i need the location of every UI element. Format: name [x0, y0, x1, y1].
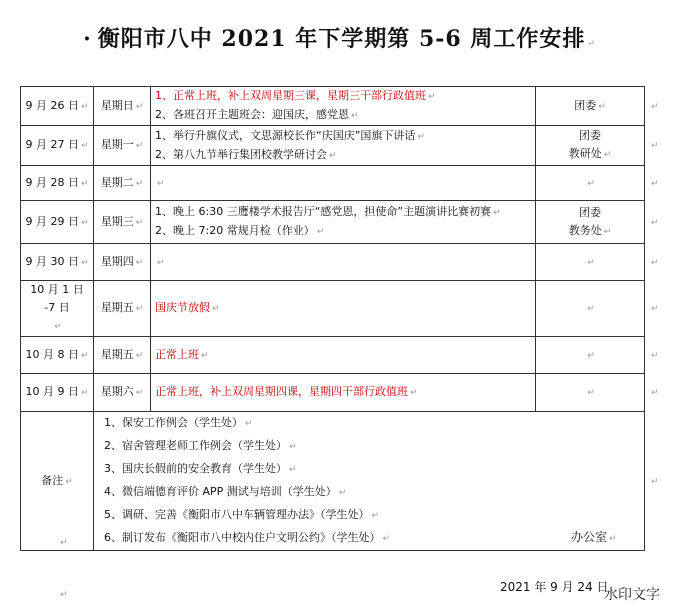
table-row	[21, 87, 664, 126]
table-row	[21, 201, 664, 244]
weekday-cell	[94, 281, 151, 337]
weekday-cell	[94, 337, 151, 374]
paragraph-mark-icon: ↵	[382, 534, 391, 544]
date-text: 10 月 1 日	[30, 283, 84, 296]
date-text: 9 月 30 日	[25, 254, 79, 268]
content-line	[155, 346, 531, 365]
table-row	[21, 337, 664, 374]
page-title	[0, 22, 679, 53]
row-end-mark	[645, 281, 664, 337]
paragraph-mark-icon: ↵	[338, 488, 347, 498]
row-end-mark	[645, 374, 664, 412]
paragraph-mark-icon: ↵	[587, 178, 595, 189]
paragraph-mark-icon: ↵	[60, 590, 68, 600]
weekday-text: 星期五	[100, 301, 134, 314]
date-text: -7 日	[44, 301, 70, 314]
department-cell	[536, 337, 645, 374]
table-row	[21, 374, 664, 412]
paragraph-mark-icon: ↵	[371, 511, 380, 521]
table-row	[21, 244, 664, 281]
paragraph-mark-icon: ↵	[289, 442, 297, 452]
date-cell	[21, 337, 94, 374]
schedule-body	[21, 87, 664, 551]
notes-text: 2、宿舍管理老师工作例会（学生处）	[104, 439, 287, 452]
paragraph-mark-icon: ↵	[135, 178, 144, 189]
date-text: 9 月 28 日	[25, 175, 79, 189]
date-text: 10 月 9 日	[25, 385, 79, 398]
row-end-mark	[645, 166, 664, 201]
paragraph-mark-icon: ↵	[651, 257, 659, 268]
paragraph-mark-icon: ↵	[603, 150, 612, 160]
paragraph-mark-icon: ↵	[289, 465, 297, 475]
paragraph-mark-icon: ↵	[651, 217, 659, 228]
date-cell	[21, 87, 94, 126]
notes-line	[104, 504, 640, 527]
paragraph-mark-icon: ↵	[651, 178, 659, 189]
row-end-mark	[645, 201, 664, 244]
notes-content-cell	[94, 412, 645, 551]
department-cell	[536, 126, 645, 166]
paragraph-mark-icon: ↵	[587, 304, 595, 314]
paragraph-mark-icon: ↵	[60, 538, 68, 548]
paragraph-mark-icon: ↵	[316, 227, 325, 237]
paragraph-mark-icon: ↵	[587, 388, 595, 398]
paragraph-mark-icon: ↵	[603, 226, 612, 237]
paragraph-mark-icon: ↵	[80, 388, 89, 398]
row-end-mark	[645, 126, 664, 166]
weekday-text: 星期六	[100, 385, 134, 398]
department-line	[540, 222, 640, 241]
title-text: 衡阳市八中 2021 年下学期第 5-6 周工作安排	[97, 26, 586, 52]
title-bullet: ·	[83, 26, 92, 52]
weekday-cell	[94, 374, 151, 412]
content-line	[155, 127, 531, 146]
paragraph-mark-icon: ↵	[351, 111, 359, 121]
paragraph-mark-icon: ↵	[135, 304, 144, 314]
department-line	[540, 145, 640, 164]
weekday-text: 星期二	[100, 175, 134, 189]
weekday-cell	[94, 166, 151, 201]
paragraph-mark-icon: ↵	[587, 257, 595, 268]
paragraph-mark-icon: ↵	[80, 257, 89, 268]
department-text: 教研处	[568, 147, 602, 160]
department-cell	[536, 201, 645, 244]
date-cell	[21, 126, 94, 166]
notes-label: 备注	[41, 473, 64, 487]
weekday-text: 星期四	[100, 254, 134, 268]
weekday-text: 星期三	[100, 214, 134, 228]
department-cell	[536, 374, 645, 412]
date-text: 9 月 26 日	[25, 98, 79, 112]
weekday-text: 星期一	[100, 138, 134, 151]
department-line	[540, 204, 640, 222]
table-row	[21, 281, 664, 337]
paragraph-mark-icon: ↵	[651, 476, 659, 487]
content-cell	[151, 126, 536, 166]
row-end-mark	[645, 337, 664, 374]
department-text: 团委	[579, 129, 601, 142]
content-line	[155, 106, 531, 125]
paragraph-mark-icon: ↵	[135, 388, 144, 398]
paragraph-mark-icon: ↵	[587, 350, 595, 361]
row-end-mark	[645, 244, 664, 281]
notes-text: 6、制订发布《衡阳市八中校内住户文明公约》（学生处）	[104, 531, 381, 544]
paragraph-mark-icon: ↵	[135, 257, 144, 268]
signature-date	[500, 578, 609, 595]
paragraph-mark-icon: ↵	[428, 92, 436, 102]
date-text: 9 月 27 日	[25, 138, 79, 151]
paragraph-mark-icon: ↵	[329, 150, 337, 161]
paragraph-mark-icon: ↵	[493, 208, 501, 218]
content-line	[155, 146, 531, 165]
office-name: 办公室	[571, 530, 608, 544]
paragraph-mark-icon: ↵	[651, 388, 659, 398]
paragraph-mark-icon: ↵	[598, 101, 606, 112]
paragraph-mark-icon: ↵	[245, 419, 253, 429]
content-cell	[151, 166, 536, 201]
paragraph-mark-icon: ↵	[651, 350, 659, 361]
date-cell	[21, 244, 94, 281]
paragraph-mark-icon: ↵	[135, 141, 144, 151]
department-line	[540, 97, 640, 116]
content-text: 1、晚上 6:30 三鹰楼学术报告厅“感党恩，担使命”主题演讲比赛初赛	[155, 205, 492, 218]
department-cell	[536, 281, 645, 337]
paragraph-mark-icon: ↵	[587, 39, 596, 49]
notes-text: 5、调研、完善《衡阳市八中车辆管理办法》（学生处）	[104, 508, 370, 521]
notes-text: 4、微信端德育评价 APP 测试与培训（学生处）	[104, 485, 337, 498]
date-cell	[21, 166, 94, 201]
department-cell	[536, 87, 645, 126]
paragraph-mark-icon: ↵	[157, 257, 165, 268]
department-text: 团委	[574, 98, 597, 112]
notes-text: 1、保安工作例会（学生处）	[104, 416, 243, 429]
paragraph-mark-icon: ↵	[80, 141, 89, 151]
date-cell	[21, 201, 94, 244]
weekday-cell	[94, 87, 151, 126]
notes-line	[104, 527, 640, 550]
paragraph-mark-icon: ↵	[651, 101, 659, 112]
paragraph-mark-icon: ↵	[135, 217, 144, 228]
department-line	[540, 127, 640, 145]
content-text: 1、举行升旗仪式，文思源校长作“庆国庆”国旗下讲话	[155, 128, 416, 142]
notes-text: 3、国庆长假前的安全教育（学生处）	[104, 462, 287, 475]
notes-line	[104, 412, 640, 435]
paragraph-mark-icon: ↵	[65, 476, 73, 487]
date-cell	[21, 281, 94, 337]
content-text: 国庆节放假	[155, 301, 210, 314]
row-end-mark	[645, 412, 664, 551]
office-signature	[571, 528, 617, 545]
notes-line	[104, 481, 640, 504]
paragraph-mark-icon: ↵	[212, 304, 220, 314]
paragraph-mark-icon: ↵	[80, 350, 89, 361]
content-text: 2、晚上 7:20 常规月检（作业）	[155, 224, 315, 237]
weekday-text: 星期五	[100, 347, 134, 361]
watermark-text: 水印文字	[604, 587, 660, 603]
content-cell	[151, 244, 536, 281]
date-cell	[21, 374, 94, 412]
content-text: 1、正常上班，补上双周星期三课，星期三干部行政值班	[155, 89, 426, 102]
content-line	[155, 203, 531, 222]
paragraph-mark-icon: ↵	[80, 178, 89, 189]
content-cell	[151, 374, 536, 412]
paragraph-mark-icon: ↵	[417, 131, 425, 142]
content-cell	[151, 337, 536, 374]
paragraph-mark-icon: ↵	[157, 178, 165, 189]
content-line	[155, 383, 531, 402]
content-text: 正常上班	[155, 347, 199, 361]
signature-date-text: 2021 年 9 月 24 日	[500, 580, 609, 594]
content-text: 2、各班召开主题班会：迎国庆，感党恩	[155, 108, 349, 121]
table-row	[21, 166, 664, 201]
paragraph-mark-icon: ↵	[410, 388, 418, 398]
date-text: 9 月 29 日	[25, 214, 79, 228]
content-cell	[151, 201, 536, 244]
notes-row	[21, 412, 664, 551]
row-end-mark	[645, 87, 664, 126]
weekday-text: 星期日	[100, 98, 134, 112]
department-cell	[536, 166, 645, 201]
schedule-table	[20, 86, 664, 551]
content-line	[155, 299, 531, 318]
notes-line	[104, 458, 640, 481]
content-cell	[151, 87, 536, 126]
department-text: 教务处	[568, 223, 602, 237]
weekday-cell	[94, 244, 151, 281]
date-text: 10 月 8 日	[25, 347, 79, 361]
paragraph-mark-icon: ↵	[135, 101, 144, 112]
weekday-cell	[94, 126, 151, 166]
content-text: 正常上班，补上双周星期四课，星期四干部行政值班	[155, 385, 408, 398]
paragraph-mark-icon: ↵	[651, 141, 659, 151]
department-text: 团委	[579, 205, 601, 219]
paragraph-mark-icon: ↵	[80, 217, 89, 228]
weekday-cell	[94, 201, 151, 244]
paragraph-mark-icon: ↵	[135, 350, 144, 361]
notes-line	[104, 435, 640, 458]
paragraph-mark-icon: ↵	[80, 101, 89, 112]
department-cell	[536, 244, 645, 281]
paragraph-mark-icon: ↵	[201, 350, 209, 361]
paragraph-mark-icon: ↵	[609, 534, 617, 544]
content-cell	[151, 281, 536, 337]
paragraph-mark-icon: ↵	[54, 322, 62, 332]
content-text: 2、第八九节举行集团校教学研讨会	[155, 147, 327, 161]
paragraph-mark-icon: ↵	[651, 304, 659, 314]
notes-label-cell	[21, 412, 94, 551]
content-line	[155, 222, 531, 241]
content-line	[155, 87, 531, 106]
table-row	[21, 126, 664, 166]
